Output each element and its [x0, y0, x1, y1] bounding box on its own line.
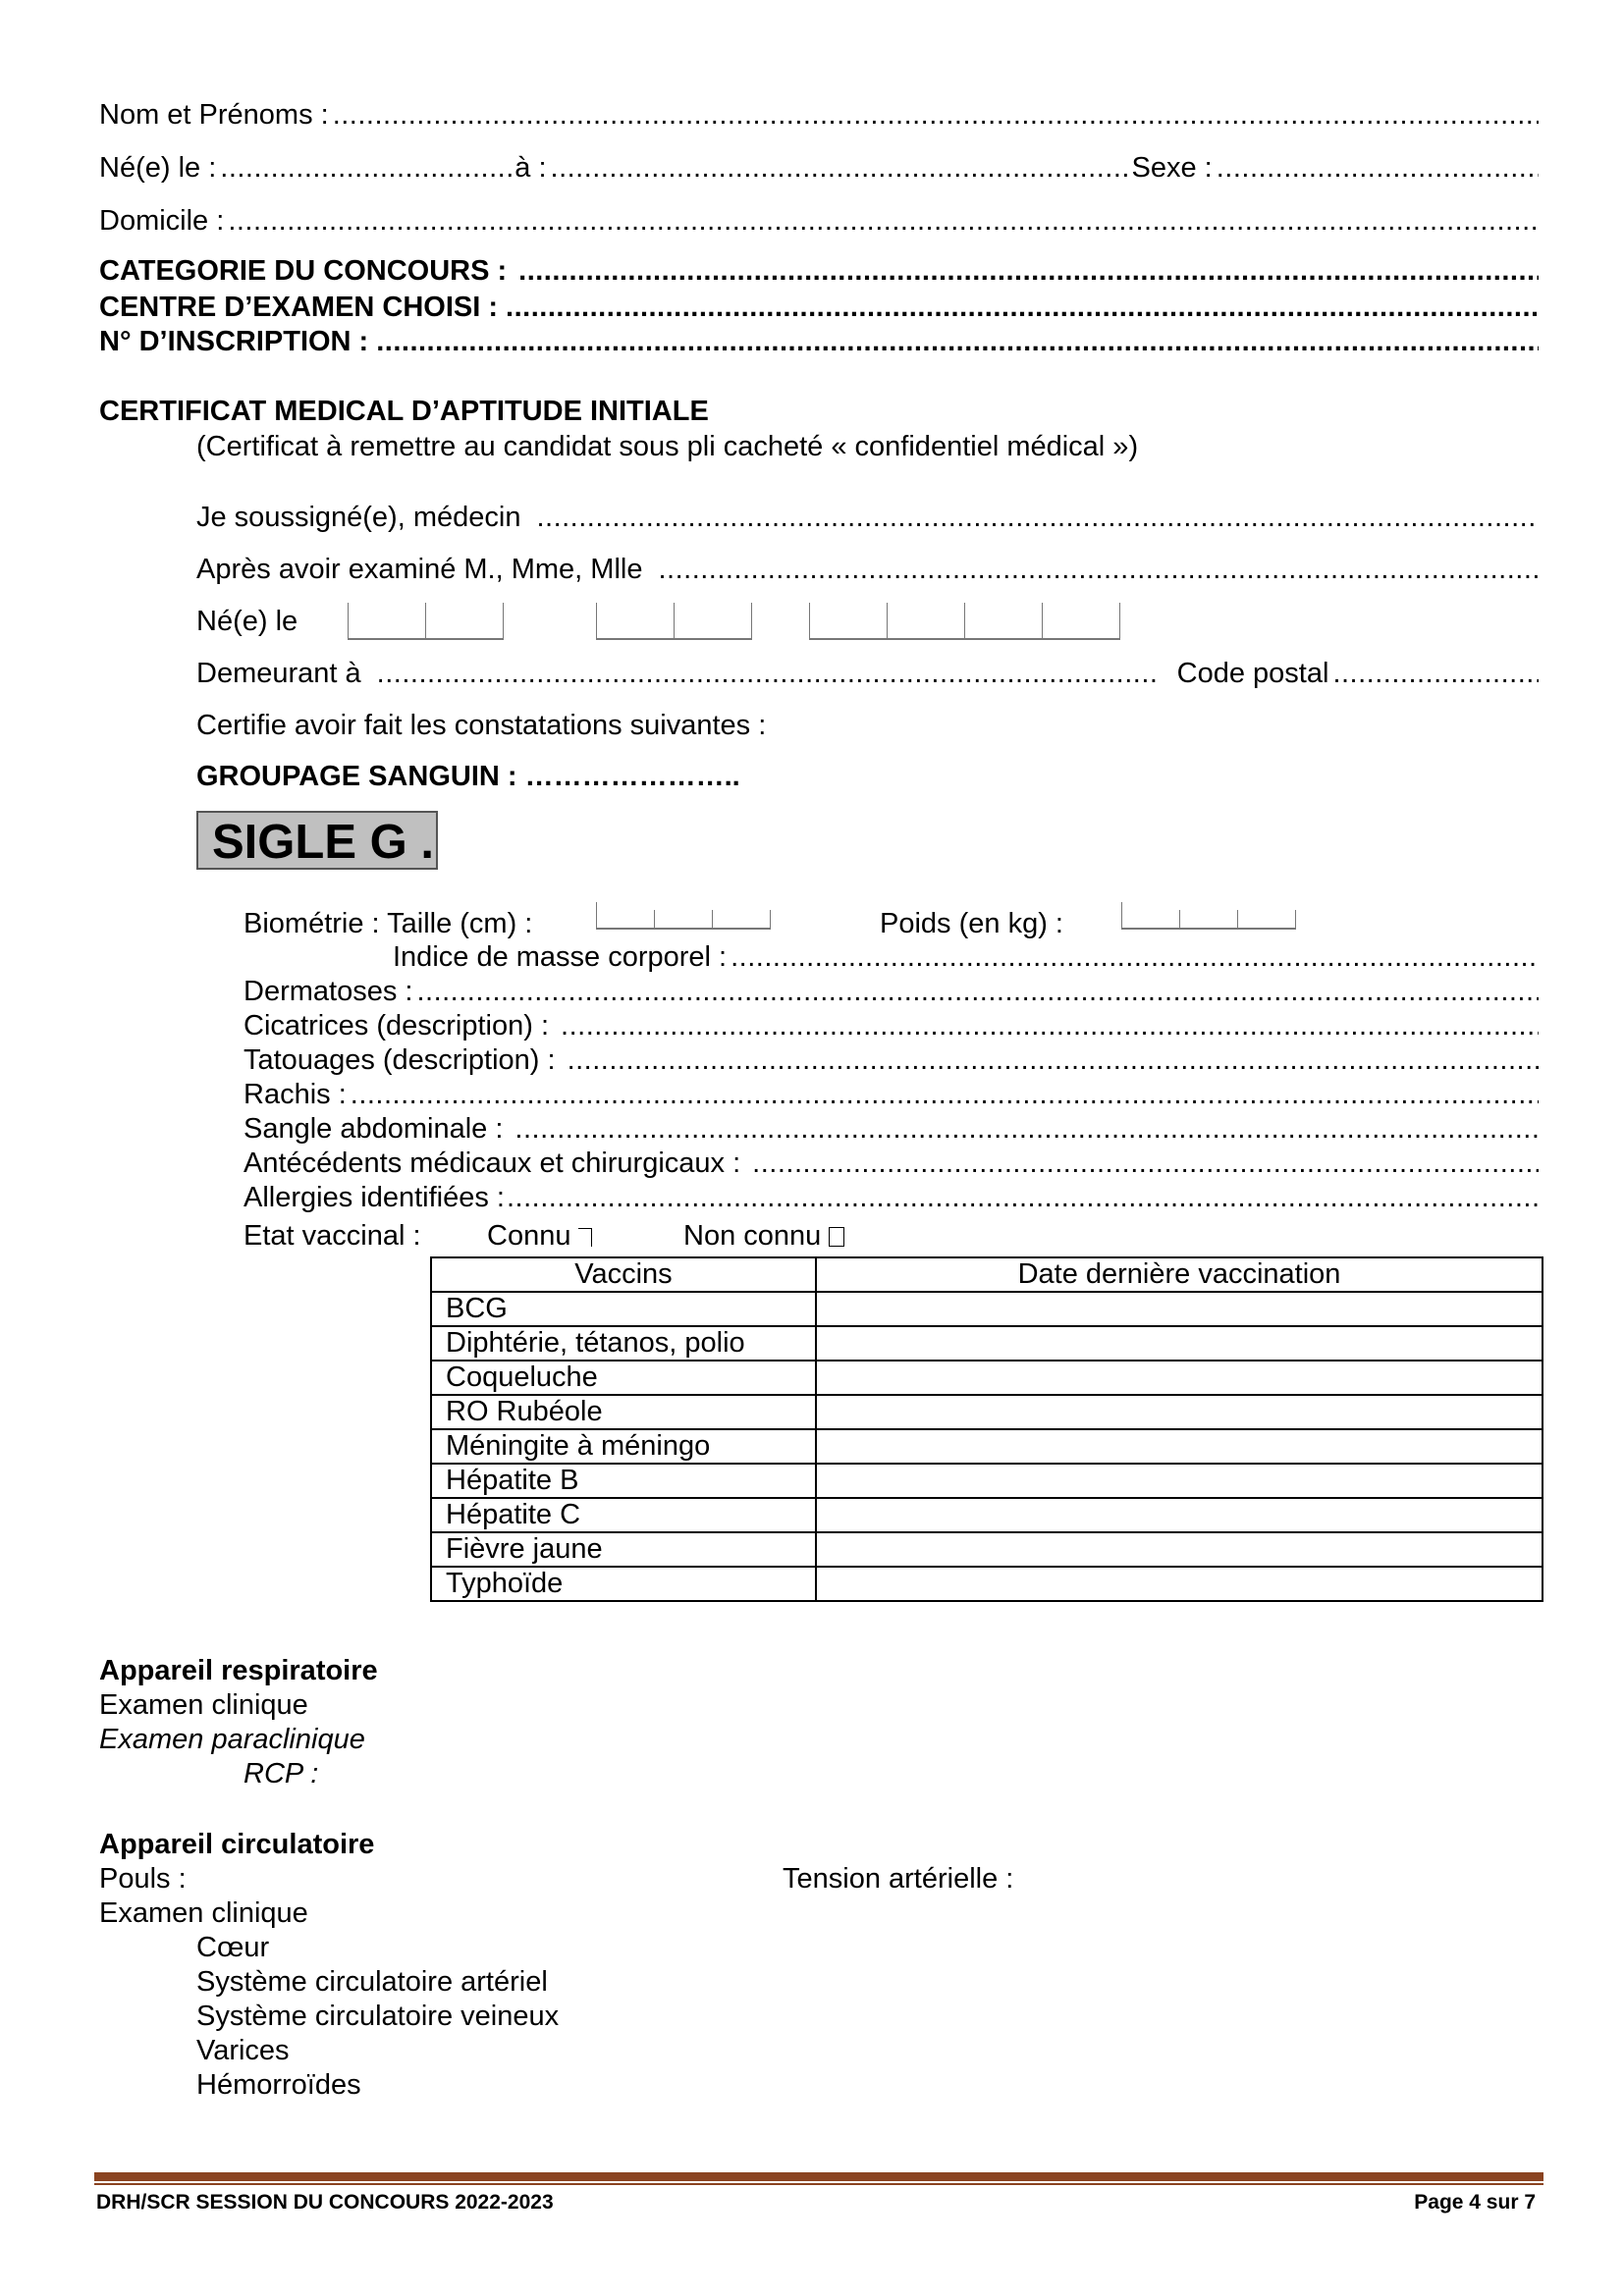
weight-boxes[interactable] — [1121, 902, 1296, 930]
venous-item: Système circulatoire veineux — [196, 2001, 560, 2032]
sex-label: Sexe : — [1131, 152, 1213, 184]
table-row — [431, 1498, 1543, 1532]
category-field[interactable] — [99, 254, 1539, 288]
birth-year-boxes[interactable] — [809, 603, 1120, 640]
known-label: Connu — [487, 1220, 571, 1252]
tension-label: Tension artérielle : — [783, 1863, 1014, 1895]
table-row — [431, 1567, 1543, 1601]
domicile-label: Domicile : — [99, 205, 225, 237]
dermatoses-field[interactable] — [244, 975, 1539, 1008]
footer-session: DRH/SCR SESSION DU CONCOURS 2022-2023 — [96, 2191, 554, 2214]
cert-born-label: Né(e) le — [196, 606, 298, 637]
weight-label: Poids (en kg) : — [880, 908, 1063, 939]
blood-group-label[interactable]: GROUPAGE SANGUIN : ………………….. — [196, 761, 740, 792]
allergies-field[interactable] — [244, 1181, 1539, 1214]
vaccine-date-cell[interactable] — [816, 1361, 1543, 1395]
vaccine-column-header: Vaccins — [431, 1257, 816, 1292]
dermatoses-label: Dermatoses : — [244, 976, 413, 1007]
vaccination-label: Etat vaccinal : — [244, 1220, 421, 1252]
table-row — [431, 1326, 1543, 1361]
table-row — [431, 1532, 1543, 1567]
vaccine-name: Diphtérie, tétanos, polio — [431, 1326, 816, 1361]
doctor-label: Je soussigné(e), médecin — [196, 502, 521, 533]
vaccine-name: Méningite à méningo — [431, 1429, 816, 1464]
birth-field[interactable] — [99, 151, 1539, 185]
certificate-title: CERTIFICAT MEDICAL D’APTITUDE INITIALE — [99, 396, 709, 427]
vaccine-name: Hépatite B — [431, 1464, 816, 1498]
vaccine-name: RO Rubéole — [431, 1395, 816, 1429]
name-field[interactable] — [99, 98, 1539, 132]
respiratory-title: Appareil respiratoire — [99, 1655, 378, 1686]
exam-center-field[interactable] — [99, 291, 1539, 324]
vaccine-name: Fièvre jaune — [431, 1532, 816, 1567]
inscription-field[interactable] — [99, 325, 1539, 358]
postal-label: Code postal — [1176, 658, 1329, 689]
exam-center-label: CENTRE D’EXAMEN CHOISI : — [99, 292, 499, 323]
name-label: Nom et Prénoms : — [99, 99, 329, 131]
unknown-option[interactable] — [683, 1219, 844, 1253]
arterial-item: Système circulatoire artériel — [196, 1966, 548, 1998]
footer-page-number: Page 4 sur 7 — [1414, 2191, 1536, 2214]
footer-divider — [94, 2172, 1543, 2181]
date-column-header: Date dernière vaccination — [816, 1257, 1543, 1292]
table-row — [431, 1395, 1543, 1429]
examined-label: Après avoir examiné M., Mme, Mlle — [196, 554, 643, 585]
scars-field[interactable] — [244, 1009, 1539, 1042]
vaccine-date-cell[interactable] — [816, 1498, 1543, 1532]
circulatory-title: Appareil circulatoire — [99, 1829, 375, 1860]
pulse-label: Pouls : — [99, 1863, 187, 1895]
bmi-label: Indice de masse corporel : — [393, 941, 728, 973]
vaccine-date-cell[interactable] — [816, 1292, 1543, 1326]
spine-label: Rachis : — [244, 1079, 347, 1110]
sigle-badge: SIGLE G . — [196, 811, 438, 870]
tattoos-field[interactable] — [244, 1043, 1539, 1077]
respiratory-clinical: Examen clinique — [99, 1689, 308, 1721]
birth-day-boxes[interactable] — [348, 603, 504, 640]
vaccine-name: BCG — [431, 1292, 816, 1326]
examined-field[interactable] — [196, 553, 1539, 586]
vaccine-date-cell[interactable] — [816, 1326, 1543, 1361]
known-checkbox[interactable] — [578, 1228, 592, 1247]
history-label: Antécédents médicaux et chirurgicaux : — [244, 1148, 741, 1179]
circulatory-clinical: Examen clinique — [99, 1897, 308, 1929]
unknown-checkbox[interactable] — [829, 1227, 844, 1247]
table-row — [431, 1464, 1543, 1498]
vaccines-table — [430, 1256, 1543, 1602]
residing-field[interactable] — [196, 657, 1539, 690]
inscription-label: N° D’INSCRIPTION : — [99, 326, 369, 357]
respiratory-paraclinical: Examen paraclinique — [99, 1724, 365, 1755]
scars-label: Cicatrices (description) : — [244, 1010, 550, 1041]
birth-month-boxes[interactable] — [596, 603, 752, 640]
certificate-subtitle: (Certificat à remettre au candidat sous pli cacheté « confidentiel médical ») — [196, 431, 1139, 462]
allergies-label: Allergies identifiées : — [244, 1182, 505, 1213]
vaccine-name: Coqueluche — [431, 1361, 816, 1395]
height-label: Biométrie : Taille (cm) : — [244, 908, 533, 939]
rcp-label: RCP : — [244, 1758, 319, 1789]
hemorrhoids-item: Hémorroïdes — [196, 2069, 361, 2101]
born-label: Né(e) le : — [99, 152, 217, 184]
residing-label: Demeurant à — [196, 658, 361, 689]
footer-divider-thin — [94, 2183, 1543, 2185]
doctor-field[interactable] — [196, 501, 1539, 534]
history-field[interactable] — [244, 1147, 1539, 1180]
abdominal-field[interactable] — [244, 1112, 1539, 1146]
abdominal-label: Sangle abdominale : — [244, 1113, 504, 1145]
vaccine-date-cell[interactable] — [816, 1464, 1543, 1498]
vaccine-date-cell[interactable] — [816, 1567, 1543, 1601]
vaccine-date-cell[interactable] — [816, 1532, 1543, 1567]
bmi-field[interactable] — [393, 940, 1539, 974]
domicile-field[interactable] — [99, 204, 1539, 238]
tattoos-label: Tatouages (description) : — [244, 1044, 556, 1076]
vaccine-date-cell[interactable] — [816, 1429, 1543, 1464]
varices-item: Varices — [196, 2035, 290, 2066]
table-row — [431, 1429, 1543, 1464]
table-row — [431, 1361, 1543, 1395]
spine-field[interactable] — [244, 1078, 1539, 1111]
vaccine-name: Hépatite C — [431, 1498, 816, 1532]
vaccine-name: Typhoïde — [431, 1567, 816, 1601]
category-label: CATEGORIE DU CONCOURS : — [99, 255, 508, 287]
born-at-label: à : — [514, 152, 547, 184]
known-option[interactable] — [487, 1219, 592, 1253]
unknown-label: Non connu — [683, 1220, 822, 1252]
heart-item: Cœur — [196, 1932, 270, 1963]
table-row — [431, 1292, 1543, 1326]
table-header-row — [431, 1257, 1543, 1292]
height-boxes[interactable] — [596, 902, 771, 930]
vaccine-date-cell[interactable] — [816, 1395, 1543, 1429]
certify-label: Certifie avoir fait les constatations suivantes : — [196, 710, 767, 741]
